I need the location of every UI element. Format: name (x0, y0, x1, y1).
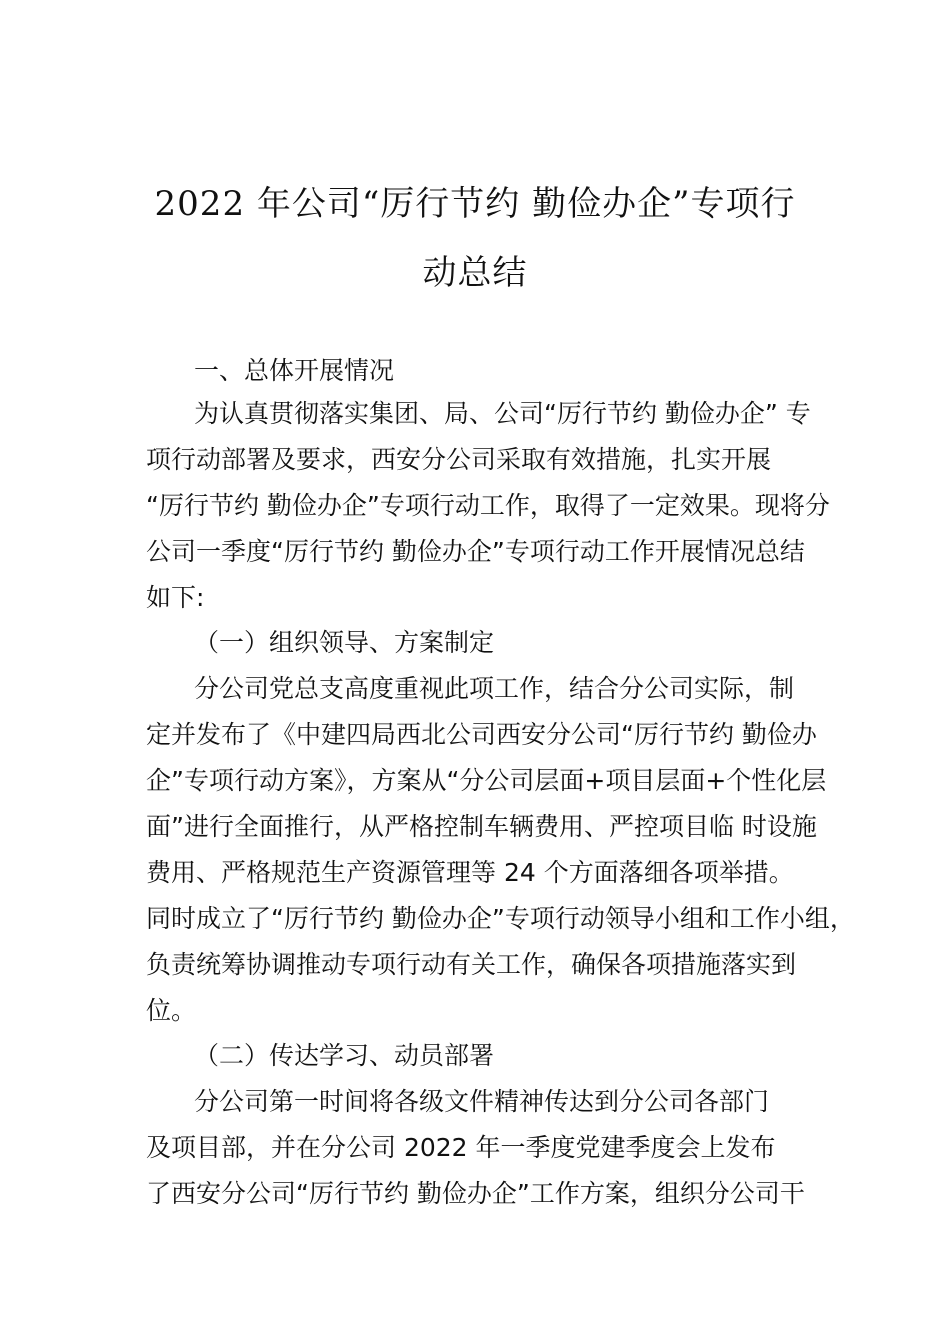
section-heading-overview: 一、总体开展情况 (194, 356, 395, 385)
paragraph-line: 同时成立了“厉行节约 勤俭办企”专项行动领导小组和工作小组， (146, 904, 855, 933)
paragraph-line: 企”专项行动方案》，方案从“分公司层面+项目层面+个性化层 (146, 766, 827, 795)
paragraph-line: 费用、严格规范生产资源管理等 24 个方面落细各项举措。 (146, 858, 794, 887)
paragraph-line: 公司一季度“厉行节约 勤俭办企”专项行动工作开展情况总结 (146, 537, 805, 566)
paragraph-line: 位。 (146, 996, 197, 1025)
paragraph-line: 负责统筹协调推动专项行动有关工作，确保各项措施落实到 (146, 950, 797, 979)
paragraph-line: 定并发布了《中建四局西北公司西安分公司“厉行节约 勤俭办 (146, 720, 817, 749)
paragraph-line: 项行动部署及要求，西安分公司采取有效措施，扎实开展 (146, 445, 772, 474)
paragraph-line: 为认真贯彻落实集团、局、公司“厉行节约 勤俭办企” 专 (194, 399, 811, 428)
subsection-heading-communication: （二）传达学习、动员部署 (194, 1041, 495, 1070)
document-title-line-2: 动总结 (422, 253, 528, 293)
paragraph-line: 了西安分公司“厉行节约 勤俭办企”工作方案，组织分公司干 (146, 1179, 805, 1208)
subsection-heading-organization: （一）组织领导、方案制定 (194, 628, 495, 657)
paragraph-line: 及项目部，并在分公司 2022 年一季度党建季度会上发布 (146, 1133, 776, 1162)
paragraph-line: 分公司第一时间将各级文件精神传达到分公司各部门 (194, 1087, 770, 1116)
paragraph-line: “厉行节约 勤俭办企”专项行动工作，取得了一定效果。现将分 (146, 491, 830, 520)
paragraph-line: 如下: (146, 583, 205, 612)
document-title-line-1: 2022 年公司“厉行节约 勤俭办企”专项行 (154, 184, 796, 224)
paragraph-line: 面”进行全面推行，从严格控制车辆费用、严控项目临 时设施 (146, 812, 817, 841)
paragraph-line: 分公司党总支高度重视此项工作，结合分公司实际，制 (194, 674, 795, 703)
